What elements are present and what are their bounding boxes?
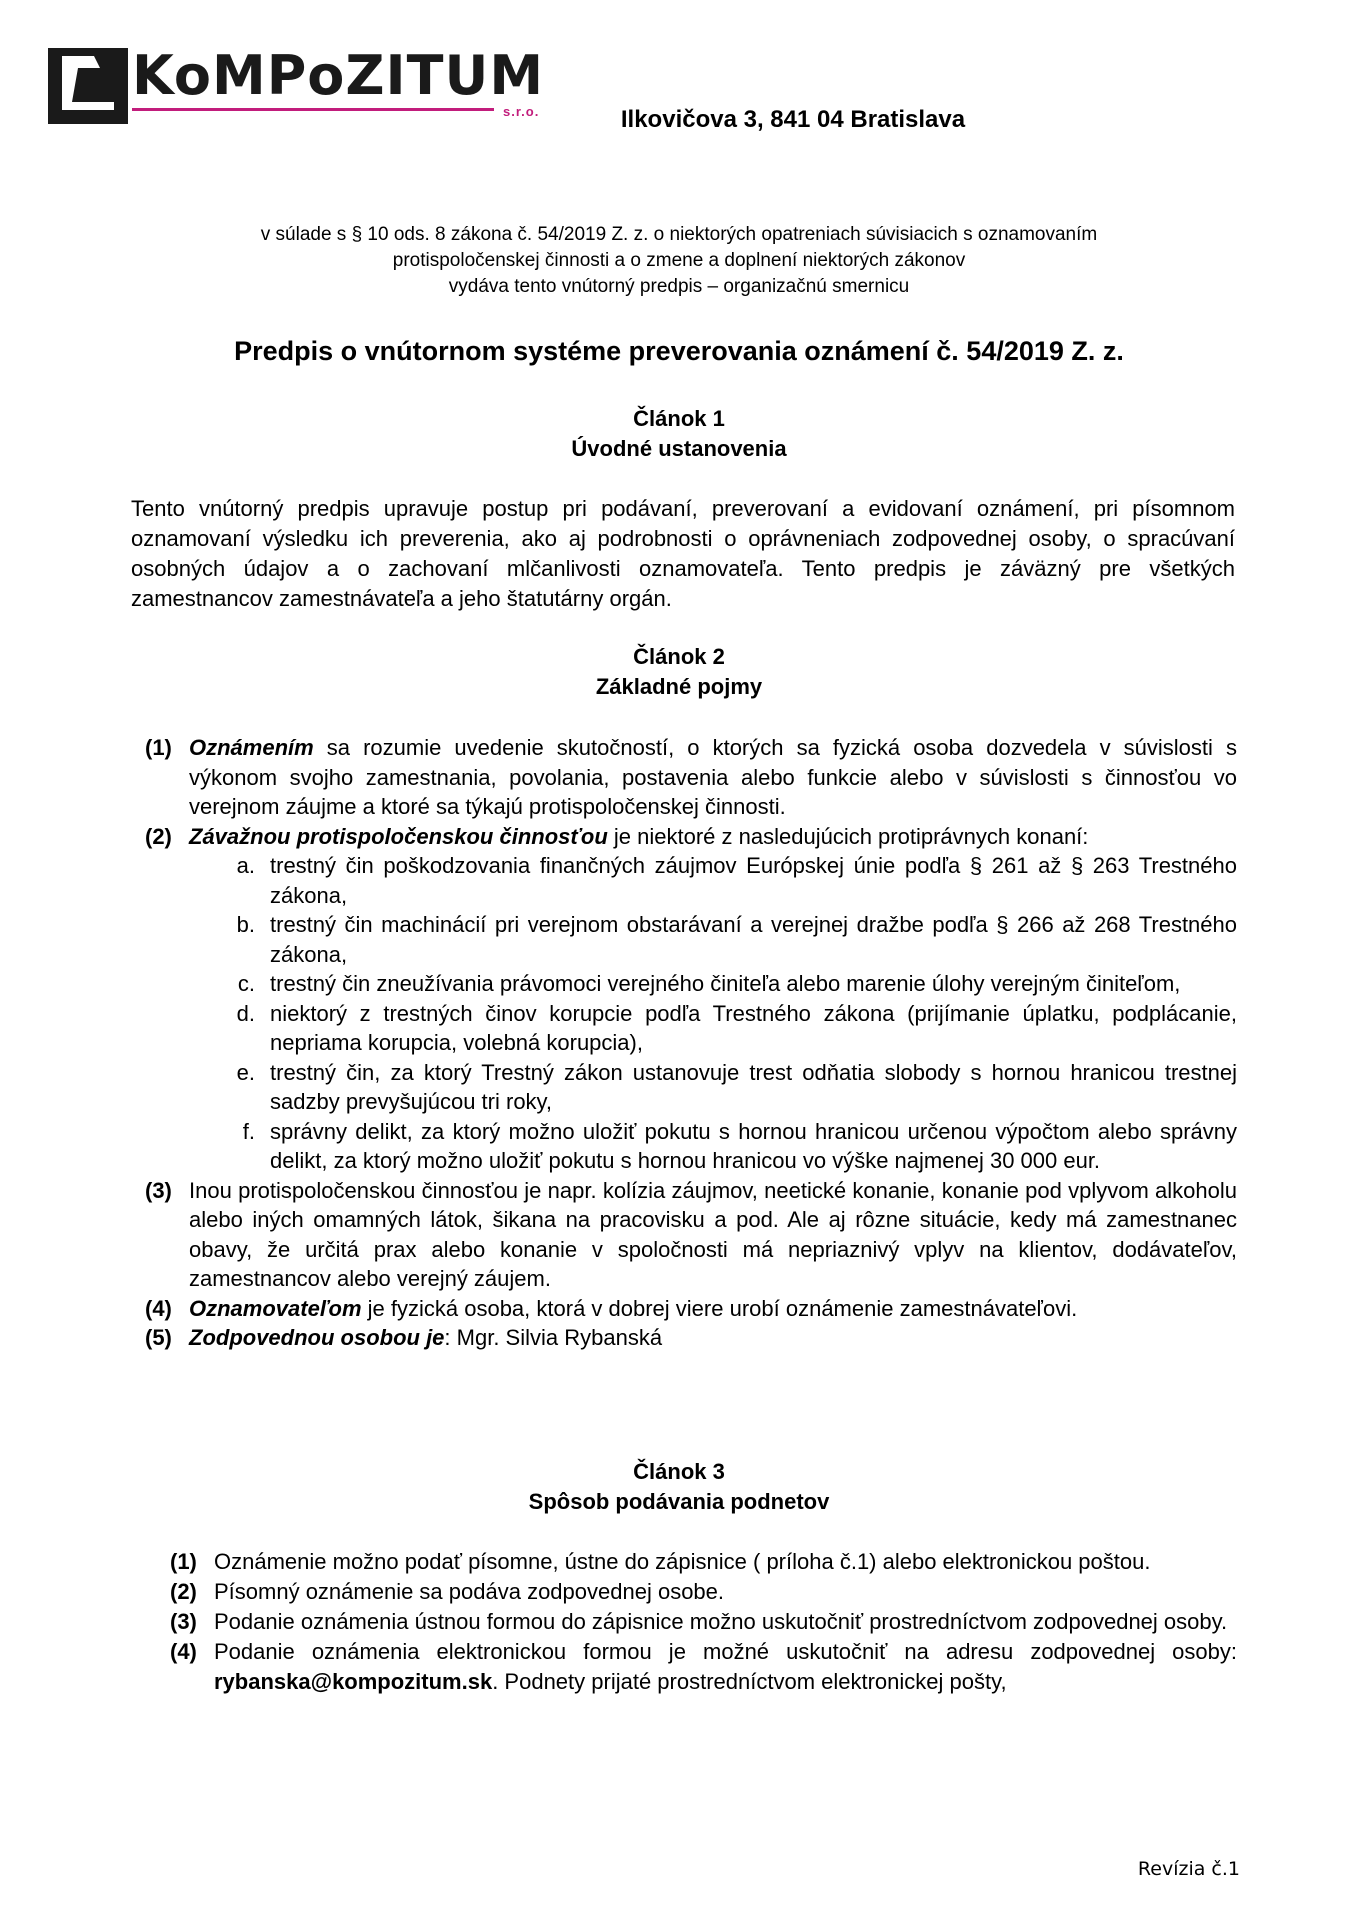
list-item bbox=[145, 822, 1237, 852]
list-item bbox=[145, 733, 1237, 822]
item-text: Inou protispoločenskou činnosťou je napr. kolízia záujmov, neetické konanie, konanie pod vplyvom alkoholu alebo iných omamných látok, šikana na pracovisku a pod. Ale aj rôzne situácie, kedy má zamestnanec obavy, že určitá prax alebo konanie v spoločnosti má nepriaznivý vplyv na klientov, dodávateľov, zamestnancov alebo verejný záujem. bbox=[189, 1177, 1237, 1291]
article-3-list bbox=[170, 1547, 1237, 1697]
item-text: . Podnety prijaté prostredníctvom elektronickej pošty, bbox=[492, 1669, 1007, 1694]
list-item bbox=[170, 1637, 1237, 1697]
article-2-heading bbox=[0, 642, 1358, 702]
intro-line: v súlade s § 10 ods. 8 zákona č. 54/2019 Z. z. o niektorých opatreniach súvisiacich s oznamovaním bbox=[260, 224, 1098, 245]
sub-item bbox=[145, 999, 1237, 1058]
article-number: Článok 3 bbox=[633, 1459, 725, 1484]
item-text: je fyzická osoba, ktorá v dobrej viere urobí oznámenie zamestnávateľovi. bbox=[361, 1295, 1078, 1321]
list-item bbox=[170, 1607, 1237, 1637]
list-item bbox=[145, 1323, 1237, 1353]
sub-item bbox=[145, 1058, 1237, 1117]
sub-item-letter: b. bbox=[236, 912, 255, 937]
item-text: Oznámenie možno podať písomne, ústne do zápisnice ( príloha č.1) alebo elektronickou poštou. bbox=[214, 1549, 1151, 1574]
sub-item-letter: d. bbox=[236, 1000, 255, 1026]
document-title: Predpis o vnútornom systéme preverovania oznámení č. 54/2019 Z. z. bbox=[234, 336, 1124, 366]
article-2-list bbox=[145, 733, 1237, 1353]
intro-line: vydáva tento vnútorný predpis – organizačnú smernicu bbox=[448, 276, 910, 297]
company-address: Ilkovičova 3, 841 04 Bratislava bbox=[620, 106, 966, 133]
list-item bbox=[145, 1176, 1237, 1294]
sub-item-text: trestný čin, za ktorý Trestný zákon ustanovuje trest odňatia slobody s hornou hranicou trestnej sadzby prevyšujúcou tri roky, bbox=[270, 1059, 1237, 1114]
sub-item-text: správny delikt, za ktorý možno uložiť pokutu s hornou hranicou určenou výpočtom alebo správny delikt, za ktorý možno uložiť pokutu s hornou hranicou vo výške najmenej 30 000 eur. bbox=[270, 1118, 1237, 1173]
article-title: Spôsob podávania podnetov bbox=[528, 1489, 830, 1514]
list-item bbox=[170, 1547, 1237, 1577]
item-number: (3) bbox=[170, 1609, 197, 1634]
sub-item bbox=[145, 1117, 1237, 1176]
sub-item bbox=[145, 969, 1237, 999]
item-text: : Mgr. Silvia Rybanská bbox=[444, 1325, 663, 1350]
sub-item-text: trestný čin machinácií pri verejnom obstarávaní a verejnej dražbe podľa § 266 až 268 Trestného zákona, bbox=[270, 912, 1237, 967]
article-title: Základné pojmy bbox=[595, 674, 763, 699]
logo-wordmark: KoMPoZITUM bbox=[132, 44, 545, 107]
article-1-heading bbox=[0, 404, 1358, 464]
article-3-heading bbox=[0, 1457, 1358, 1517]
article-1-text: Tento vnútorný predpis upravuje postup pri podávaní, preverovaní a evidovaní oznámení, pri písomnom oznamovaní výsledku ich preverenia, ako aj podrobnosti o oprávneniach zodpovednej osoby, o spracúvaní osobných údajov a o zachovaní mlčanlivosti oznamovateľa. Tento predpis je záväzný pre všetkých zamestnancov zamestnávateľa a jeho štatutárny orgán. bbox=[131, 496, 1235, 611]
item-number: (2) bbox=[170, 1579, 197, 1604]
sub-item-letter: e. bbox=[236, 1059, 255, 1085]
item-text: Podanie oznámenia ústnou formou do zápisnice možno uskutočniť prostredníctvom zodpovednej osoby. bbox=[214, 1609, 1228, 1634]
sub-item-text: trestný čin poškodzovania finančných záujmov Európskej únie podľa § 261 až § 263 Trestného zákona, bbox=[270, 853, 1237, 908]
item-number: (5) bbox=[145, 1325, 172, 1350]
sub-item-text: niektorý z trestných činov korupcie podľa Trestného zákona (prijímanie úplatku, podplácanie, nepriama korupcia, volebná korupcia), bbox=[270, 1000, 1237, 1055]
item-number: (4) bbox=[145, 1295, 172, 1321]
intro-block bbox=[0, 222, 1358, 300]
item-text: Písomný oznámenie sa podáva zodpovednej osobe. bbox=[214, 1579, 725, 1604]
logo-suffix: s.r.o. bbox=[503, 104, 540, 119]
defined-term: Závažnou protispoločenskou činnosťou bbox=[189, 823, 608, 849]
defined-term: Oznamovateľom bbox=[189, 1295, 362, 1321]
defined-term: Oznámením bbox=[189, 735, 314, 760]
article-title: Úvodné ustanovenia bbox=[571, 436, 787, 461]
item-text: Podanie oznámenia elektronickou formou je možné uskutočniť na adresu zodpovednej osoby: bbox=[214, 1639, 1237, 1664]
item-number: (3) bbox=[145, 1177, 172, 1203]
item-number: (1) bbox=[170, 1549, 197, 1574]
item-text: sa rozumie uvedenie skutočností, o ktorých sa fyzická osoba dozvedela v súvislosti s výkonom svojho zamestnania, povolania, postavenia alebo funkcie alebo v súvislosti s činnosťou vo verejnom záujme a ktoré sa týkajú protispoločenskej činnosti. bbox=[189, 735, 1237, 819]
defined-term: Zodpovednou osobou je bbox=[189, 1325, 445, 1350]
email-link[interactable]: rybanska@kompozitum.sk bbox=[214, 1669, 493, 1694]
sub-item-letter: c. bbox=[237, 971, 255, 996]
article-number: Článok 2 bbox=[633, 644, 725, 669]
sub-item-letter: f. bbox=[242, 1118, 255, 1144]
item-number: (4) bbox=[170, 1639, 197, 1664]
sub-item-letter: a. bbox=[236, 853, 255, 878]
article-number: Článok 1 bbox=[633, 406, 725, 431]
sub-item-text: trestný čin zneužívania právomoci verejného činiteľa alebo marenie úlohy verejným činiteľom, bbox=[270, 971, 1181, 996]
item-number: (2) bbox=[145, 823, 172, 849]
sub-item bbox=[145, 851, 1237, 910]
list-item bbox=[170, 1577, 1237, 1607]
item-number: (1) bbox=[145, 735, 172, 760]
list-item bbox=[145, 1294, 1237, 1324]
sub-item bbox=[145, 910, 1237, 969]
intro-line: protispoločenskej činnosti a o zmene a doplnení niektorých zákonov bbox=[392, 250, 966, 271]
revision-footer: Revízia č.1 bbox=[1137, 1858, 1240, 1880]
item-text: je niektoré z nasledujúcich protiprávnych konaní: bbox=[607, 823, 1089, 849]
